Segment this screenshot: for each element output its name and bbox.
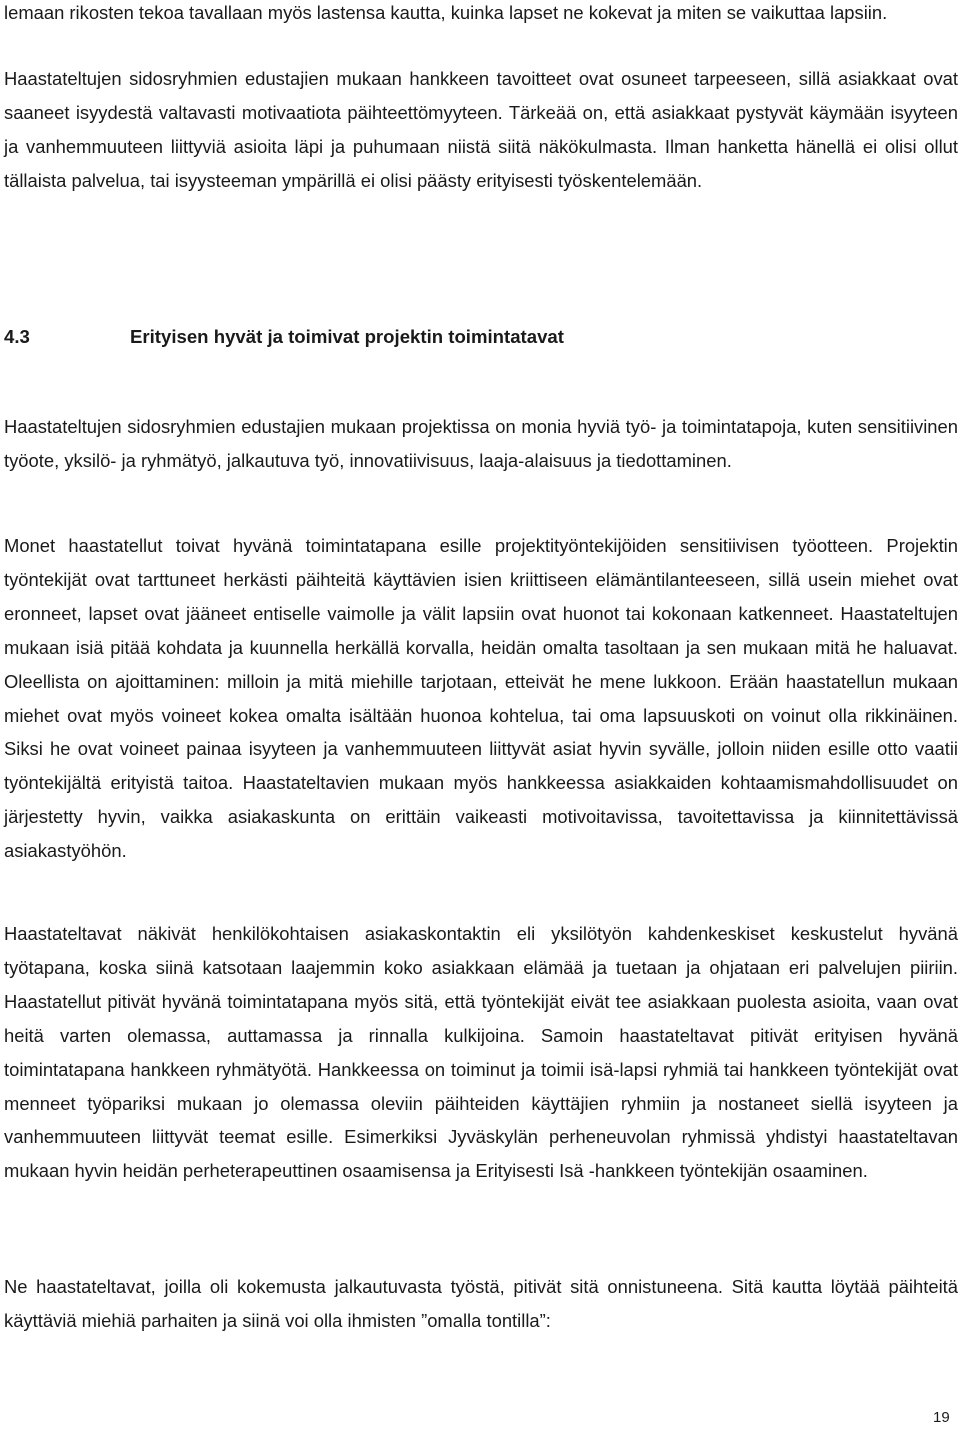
section-heading [4,322,958,352]
section-title: Erityisen hyvät ja toimivat projektin toimintatavat [130,326,564,347]
page-number: 19 [933,1409,950,1426]
section-number: 4.3 [4,326,30,347]
paragraph-stakeholders: Haastateltujen sidosryhmien edustajien mukaan hankkeen tavoitteet ovat osuneet tarpeeseen, sillä asiakkaat ovat saaneet isyydestä valtavasti motivaatiota päihteettömyyteen. Tärkeää on, että asiakkaat pystyvät käymään isyyteen ja vanhemmuuteen liittyviä asioita läpi ja puhumaan niistä siitä näkökulmasta. Ilman hanketta hänellä ei olisi ollut tällaista palvelua, tai isyysteeman ympärillä ei olisi päästy erityisesti työskentelemään. [4,68,958,191]
paragraph-intro-tail: lemaan rikosten tekoa tavallaan myös lastensa kautta, kuinka lapset ne kokevat ja miten se vaikuttaa lapsiin. [4,2,888,23]
paragraph-outreach: Ne haastateltavat, joilla oli kokemusta jalkautuvasta työstä, pitivät sitä onnistuneena. Sitä kautta löytää päihteitä käyttäviä miehiä parhaiten ja siinä voi olla ihmisten ”omalla tontilla”: [4,1276,958,1331]
paragraph-practices: Haastateltujen sidosryhmien edustajien mukaan projektissa on monia hyviä työ- ja toimintatapoja, kuten sensitiivinen työote, yksilö- ja ryhmätyö, jalkautuva työ, innovatiivisuus, laaja-alaisuus ja tiedottaminen. [4,416,958,471]
paragraph-fathers: Monet haastatellut toivat hyvänä toimintatapana esille projektityöntekijöiden sensitiivisen työotteen. Projektin työntekijät ovat tarttuneet herkästi päihteitä käyttävien isien kriittiseen elämäntilanteeseen, sillä usein miehet ovat eronneet, lapset ovat jääneet entiselle vaimolle ja välit lapsiin ovat huonot tai kokonaan katkenneet. Haastateltujen mukaan isiä pitää kohdata ja kuunnella herkällä korvalla, heidän omalta tasoltaan ja sen mukaan mitä he haluavat. Oleellista on ajoittaminen: milloin ja mitä miehille tarjotaan, etteivät he mene lukkoon. Erään haastatellun mukaan miehet ovat myös voineet kokea omalta isältään huonoa kohtelua, tai oma lapsuuskoti on voinut olla rikkinäinen. Siksi he ovat voineet painaa isyyteen ja vanhemmuuteen liittyvät asiat hyvin syvälle, jolloin niiden esille otto vaatii työntekijältä erityistä taitoa. Haastateltavien mukaan myös hankkeessa asiakkaiden kohtaamismahdollisuudet on järjestetty hyvin, vaikka asiakaskunta on erittäin vaikeasti motivoitavissa, tavoitettavissa ja kiinnitettävissä asiakastyöhön. [4,535,958,862]
paragraph-individual-work: Haastateltavat näkivät henkilökohtaisen asiakaskontaktin eli yksilötyön kahdenkeskiset keskustelut hyvänä työtapana, koska siinä katsotaan laajemmin koko asiakkaan elämää ja tuetaan ja ohjataan eri palvelujen piiriin. Haastatellut pitivät hyvänä toimintatapana myös sitä, että työntekijät eivät tee asiakkaan puolesta asioita, vaan ovat heitä varten olemassa, auttamassa ja rinnalla kulkijoina. Samoin haastateltavat pitivät erityisen hyvänä toimintatapana hankkeen ryhmätyötä. Hankkeessa on toiminut ja toimii isä-lapsi ryhmiä tai hankkeen työntekijät ovat menneet työpariksi mukaan jo olemassa oleviin päihteiden käyttäjien ryhmiin ja nostaneet siellä isyyteen ja vanhemmuuteen liittyvät teemat esille. Esimerkiksi Jyväskylän perheneuvolan ryhmissä yhdistyi haastateltavan mukaan hyvin heidän perheterapeuttinen osaamisensa ja Erityisesti Isä -hankkeen työntekijän osaaminen. [4,923,958,1182]
